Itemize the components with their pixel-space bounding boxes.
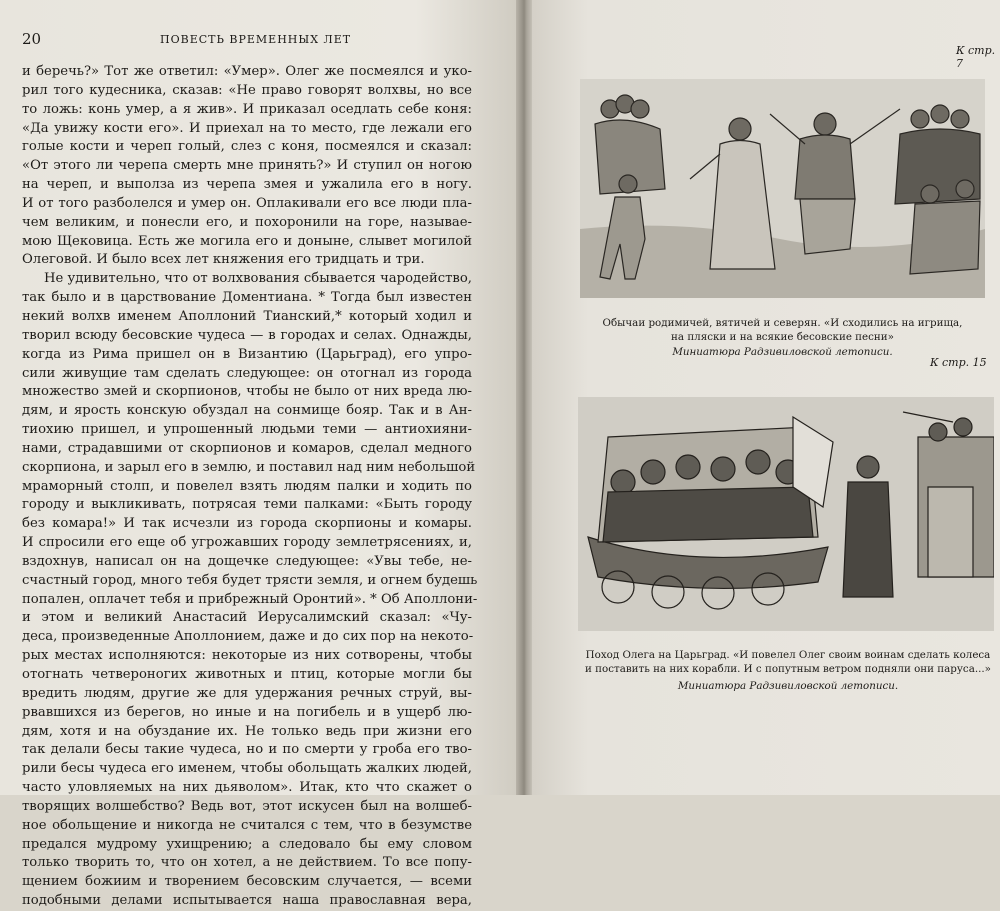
text-line: дям, и ярость конскую обуздал на сонмище бояр. Так и в Ан-: [22, 403, 472, 419]
text-line: то ложь: конь умер, а я жив». И приказал оседлать себе коня:: [22, 101, 472, 117]
text-line: рили бесы чудеса его именем, чтобы обольщать жалких людей,: [22, 761, 472, 777]
figure-caption: [578, 648, 998, 676]
text-line: счастный город, много тебя будет трясти земля, и огнем будешь: [22, 572, 478, 588]
text-line: творящих волшебство? Ведь вот, этот искусен был на волшеб-: [22, 798, 472, 814]
text-line: голые кости и череп голый, слез с коня, посмеялся и сказал:: [22, 139, 472, 155]
chronicle-text: [22, 63, 478, 911]
miniature-dance-illustration: [580, 79, 985, 298]
text-line: ное обольщение и никогда не считался с тем, что в безумстве: [22, 817, 472, 833]
text-line: щением божиим и творением бесовским случается, — всеми: [22, 874, 472, 890]
text-line: деса, произведенные Аполлонием, даже и до сих пор на некото-: [22, 629, 474, 645]
text-line: сили живущие там сделать следующее: он отогнал из города: [22, 365, 472, 381]
text-line: «Да увижу кости его». И приехал на то место, где лежали его: [22, 120, 472, 136]
text-line: «От этого ли черепа смерть мне принять?» И ступил он ногою: [22, 158, 472, 174]
text-line: и этом и великий Анастасий Иерусалимский сказал: «Чу-: [22, 610, 472, 626]
text-line: мраморный столп, и повелел взять людям палки и ходить по: [22, 478, 472, 494]
ships-on-wheels-drawing: [578, 397, 994, 631]
text-line: Олеговой. И было всех лет княжения его тридцать и три.: [22, 252, 425, 268]
text-line: И спросили его еще об угрожавших городу землетрясениях, и,: [22, 535, 472, 551]
text-line: так было и в царствование Доментиана. * Тогда был известен: [22, 290, 472, 306]
text-line: Не удивительно, что от волхвования сбывается чародейство,: [44, 271, 472, 287]
text-line: чем великим, и понесли его, и похоронили на горе, называе-: [22, 214, 472, 230]
caption-line: и поставить на них корабли. И с попутным ветром подняли они паруса...»: [585, 663, 991, 675]
figure-caption: [580, 316, 985, 344]
text-line: и беречь?» Тот же ответил: «Умер». Олег же посмеялся и уко-: [22, 64, 472, 79]
text-line: множество змей и скорпионов, чтобы не было от них вреда лю-: [22, 384, 472, 400]
text-line: творил всюду бесовские чудеса — в городах и селах. Однажды,: [22, 327, 472, 343]
text-line: скорпиона, и зарыл его в землю, и поставил над ним небольшой: [22, 459, 476, 475]
figure-source: Миниатюра Радзивиловской летописи.: [672, 346, 893, 358]
text-line: когда из Рима пришел он в Византию (Царьград), его упро-: [22, 346, 472, 362]
text-line: часто уловляемых на них дьяволом». Итак, кто что скажет о: [22, 780, 472, 796]
page-reference: К стр. 15: [930, 356, 987, 369]
text-line: отогнать четвероногих животных и птиц, которые могли бы: [22, 667, 472, 682]
text-line: подобными делами испытывается наша православная вера,: [22, 893, 472, 909]
text-line: тиохию пришел, и упрошенный людьми теми — антиохияни-: [22, 422, 472, 438]
text-line: городу и выкликивать, потрясая теми палками: «Быть городу: [22, 497, 472, 513]
text-line: вздохнув, написал он на дощечке следующее: «Увы тебе, не-: [22, 553, 472, 569]
text-line: вредить людям, другие же для удержания речных струй, вы-: [22, 685, 472, 701]
text-line: рил того кудесника, сказав: «Не право говорят волхвы, но все: [22, 82, 472, 98]
text-line: без комара!» И так исчезли из города скорпионы и комары.: [22, 516, 472, 532]
dance-scene-drawing: [580, 79, 985, 298]
text-line: дям, хотя и на обуздание их. Не только ведь при жизни его: [22, 723, 472, 739]
text-line: некий волхв именем Аполлоний Тианский,* который ходил и: [22, 308, 472, 324]
page-number: 20: [22, 30, 42, 48]
text-line: попален, оплачет тебя и прибрежный Оронтий». * Об Аполлони-: [22, 591, 478, 607]
page-reference: К стр. 7: [956, 44, 996, 70]
text-line: так делали бесы такие чудеса, но и по смерти у гроба его тво-: [22, 742, 472, 758]
text-line: рвавшихся из берегов, но иные и на погибель и в ущерб лю-: [22, 704, 472, 720]
text-line: мою Щековица. Есть же могила его и доныне, слывет могилой: [22, 233, 472, 249]
text-line: нами, страдавшими от скорпионов и комаров, сделал медного: [22, 440, 472, 456]
miniature-ships-illustration: [578, 397, 994, 631]
text-line: предался мудрому ухищрению; а следовало бы ему словом: [22, 836, 472, 852]
figure-source: Миниатюра Радзивиловской летописи.: [677, 680, 899, 692]
text-line: на череп, и выполза из черепа змея и ужалила его в ногу.: [22, 177, 472, 193]
text-line: И от того разболелся и умер он. Оплакивали его все люди пла-: [22, 195, 472, 211]
running-head: ПОВЕСТЬ ВРЕМЕННЫХ ЛЕТ: [160, 33, 352, 46]
caption-line: Поход Олега на Царьград. «И повелел Олег своим воинам сделать колеса: [585, 649, 991, 661]
caption-line: на пляски и на всякие бесовские песни»: [671, 331, 894, 343]
caption-line: Обычаи родимичей, вятичей и северян. «И сходились на игрища,: [602, 317, 963, 329]
text-line: только творить то, что он хотел, а не действием. То все попу-: [22, 855, 472, 871]
text-line: рых местах исполняются: некоторые из них сотворены, чтобы: [22, 648, 472, 664]
